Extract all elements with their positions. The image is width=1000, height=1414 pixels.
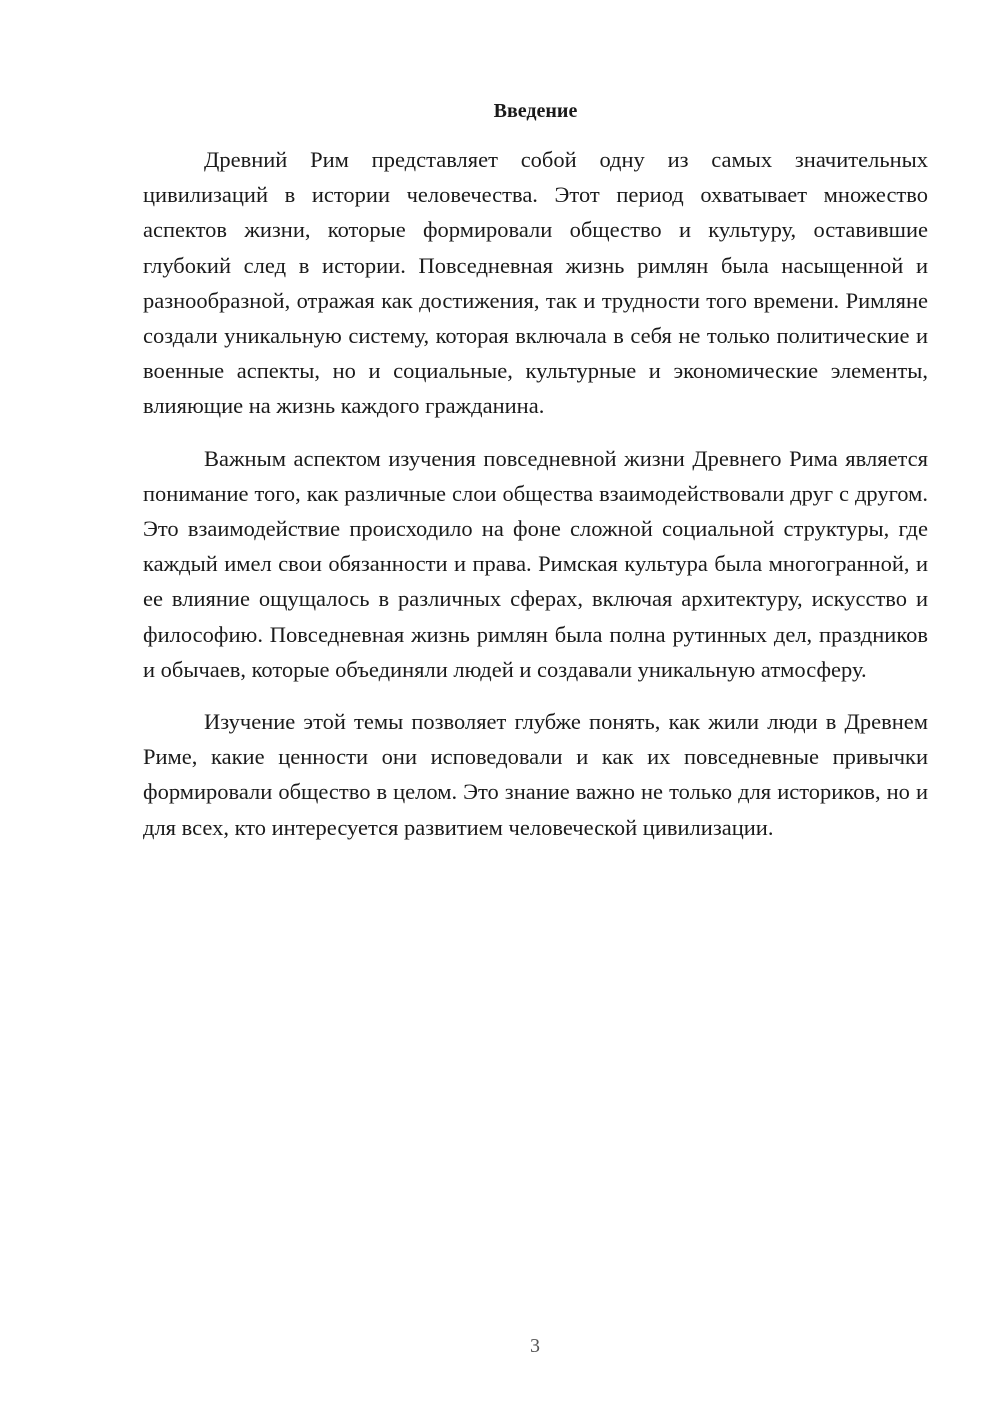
paragraph-3: Изучение этой темы позволяет глубже понять, как жили люди в Древнем Риме, какие ценности они исповедовали и как их повседневные привычки формировали общество в целом. Это знание важно не только для историков, но и для всех, кто интересуется развитием человеческой цивилизации. bbox=[143, 709, 928, 840]
body-text bbox=[143, 142, 928, 862]
page-number: 3 bbox=[530, 1335, 540, 1357]
section-title: Введение bbox=[493, 100, 578, 122]
paragraph-2: Важным аспектом изучения повседневной жизни Древнего Рима является понимание того, как различные слои общества взаимодействовали друг с другом. Это взаимодействие происходило на фоне сложной социальной структуры, где каждый имел свои обязанности и права. Римская культура была многогранной, и ее влияние ощущалось в различных сферах, включая архитектуру, искусство и философию. Повседневная жизнь римлян была полна рутинных дел, праздников и обычаев, которые объединяли людей и создавали уникальную атмосферу. bbox=[143, 445, 928, 682]
paragraph-1: Древний Рим представляет собой одну из самых значительных цивилизаций в истории человечества. Этот период охватывает множество аспектов жизни, которые формировали общество и культуру, оставившие глубокий след в истории. Повседневная жизнь римлян была насыщенной и разнообразной, отражая как достижения, так и трудности того времени. Римляне создали уникальную систему, которая включала в себя не только политические и военные аспекты, но и социальные, культурные и экономические элементы, влияющие на жизнь каждого гражданина. bbox=[143, 147, 928, 419]
